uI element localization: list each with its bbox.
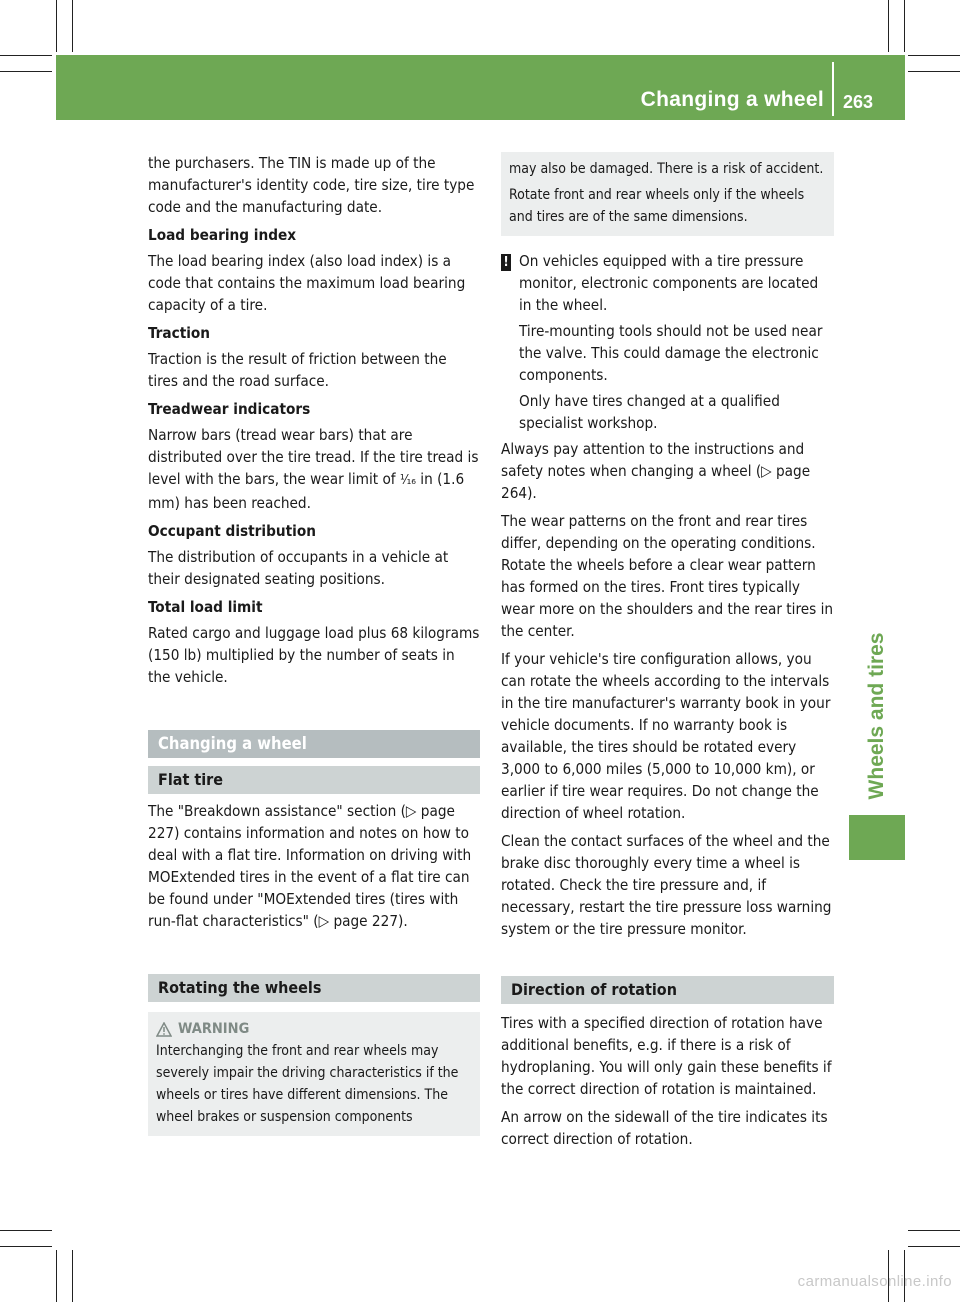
- note-body: [519, 250, 834, 438]
- warning-text: may also be damaged. There is a risk of accident.: [509, 161, 824, 177]
- body-paragraph: The wear patterns on the front and rear tires differ, depending on the operating conditions. Rotate the wheels before a clear wear pattern has formed on the tires. Front tires typically wear more on the shoulders and the rear tires in the center.: [501, 512, 834, 640]
- warning-text: Interchanging the front and rear wheels may severely impair the driving characteristics if the wheels or tires have different dimensions. The wheel brakes or suspension components: [156, 1043, 459, 1125]
- crop-mark: [908, 55, 960, 56]
- crop-mark: [908, 71, 960, 72]
- warning-box: [148, 1012, 480, 1136]
- warning-text: Rotate front and rear wheels only if the wheels and tires are of the same dimensions.: [509, 187, 805, 225]
- crop-mark: [72, 0, 73, 52]
- watermark: carmanualsonline.info: [797, 1273, 952, 1290]
- fraction: ¹⁄₁₆: [399, 473, 416, 488]
- definition-text: in (1.6 mm) has been reached.: [148, 470, 465, 512]
- warning-header: [156, 1018, 472, 1040]
- header-divider: [832, 62, 834, 116]
- note-paragraph: Only have tires changed at a qualified specialist workshop.: [519, 392, 780, 432]
- right-column: [501, 152, 834, 1156]
- glossary-definition: Traction is the result of friction between the tires and the road surface.: [148, 350, 447, 390]
- crop-mark: [888, 0, 889, 52]
- crop-mark: [908, 1246, 960, 1247]
- warning-label: WARNING: [178, 1021, 250, 1037]
- glossary-definition: Rated cargo and luggage load plus 68 kilograms (150 lb) multiplied by the number of seats in the vehicle.: [148, 624, 480, 686]
- crop-mark: [904, 0, 905, 52]
- crop-mark: [0, 1230, 52, 1231]
- glossary-term: Load bearing index: [148, 226, 297, 244]
- glossary-definition: The load bearing index (also load index) is a code that contains the maximum load bearing capacity of a tire.: [148, 252, 466, 314]
- exclamation-icon: !: [501, 254, 511, 271]
- note-icon: [501, 250, 519, 438]
- glossary-term: Traction: [148, 324, 211, 342]
- crop-mark: [908, 1230, 960, 1231]
- left-column: [148, 152, 480, 1136]
- subsection-heading-flat-tire: Flat tire: [148, 766, 480, 794]
- intro-paragraph: the purchasers. The TIN is made up of the manufacturer's identity code, tire size, tire type code and the manufacturing date.: [148, 154, 475, 216]
- crop-mark: [56, 1250, 57, 1302]
- note-paragraph: On vehicles equipped with a tire pressure monitor, electronic components are located in the wheel.: [519, 252, 819, 314]
- chapter-tab-label: Wheels and tires: [865, 632, 888, 800]
- page-title: Changing a wheel: [640, 88, 824, 111]
- glossary-definition: The distribution of occupants in a vehicle at their designated seating positions.: [148, 548, 449, 588]
- note-block: [501, 250, 834, 438]
- crop-mark: [0, 55, 52, 56]
- body-paragraph: An arrow on the sidewall of the tire indicates its correct direction of rotation.: [501, 1108, 828, 1148]
- chapter-tab-marker: [849, 815, 905, 860]
- crop-mark: [0, 71, 52, 72]
- flat-tire-paragraph: The "Breakdown assistance" section (▷ page 227) contains information and notes on how to deal with a flat tire. Information on driving with MOExtended tires in the event of a flat tire can be found under "MOExtended tires (tires with run-flat characteristics" (▷ page 227).: [148, 802, 472, 930]
- glossary-term: Occupant distribution: [148, 522, 316, 540]
- warning-box-continued: [501, 152, 834, 236]
- note-paragraph: Tire-mounting tools should not be used near the valve. This could damage the electronic components.: [519, 322, 823, 384]
- crop-mark: [72, 1250, 73, 1302]
- body-paragraph: Clean the contact surfaces of the wheel and the brake disc thoroughly every time a wheel is rotated. Check the tire pressure and, if necessary, restart the tire pressure loss warning system or the tire pressure monitor.: [501, 832, 832, 938]
- glossary-term: Total load limit: [148, 598, 263, 616]
- definition-text: Narrow bars (tread wear bars) that are distributed over the tire tread. If the tire tread is level with the bars, the wear limit of: [148, 426, 479, 488]
- chapter-tab: [849, 616, 905, 816]
- body-paragraph: If your vehicle's tire configuration allows, you can rotate the wheels according to the intervals in the tire manufacturer's warranty book in your vehicle documents. If no warranty book is available, the tires should be rotated every 3,000 to 6,000 miles (5,000 to 10,000 km), or earlier if tire wear requires. Do not change the direction of wheel rotation.: [501, 650, 831, 822]
- body-paragraph: Always pay attention to the instructions and safety notes when changing a wheel (▷ page 264).: [501, 440, 811, 502]
- subsection-heading-rotating: Rotating the wheels: [148, 974, 480, 1002]
- crop-mark: [56, 0, 57, 52]
- body-paragraph: Tires with a specified direction of rotation have additional benefits, e.g. if there is a risk of hydroplaning. You will only gain these benefits if the correct direction of rotation is maintained.: [501, 1014, 832, 1098]
- subsection-heading-direction: Direction of rotation: [501, 976, 834, 1004]
- crop-mark: [0, 1246, 52, 1247]
- glossary-term: Treadwear indicators: [148, 400, 311, 418]
- page-number: 263: [843, 92, 874, 112]
- glossary-definition: [148, 424, 480, 514]
- section-heading: Changing a wheel: [148, 730, 480, 758]
- warning-triangle-icon: [156, 1022, 172, 1037]
